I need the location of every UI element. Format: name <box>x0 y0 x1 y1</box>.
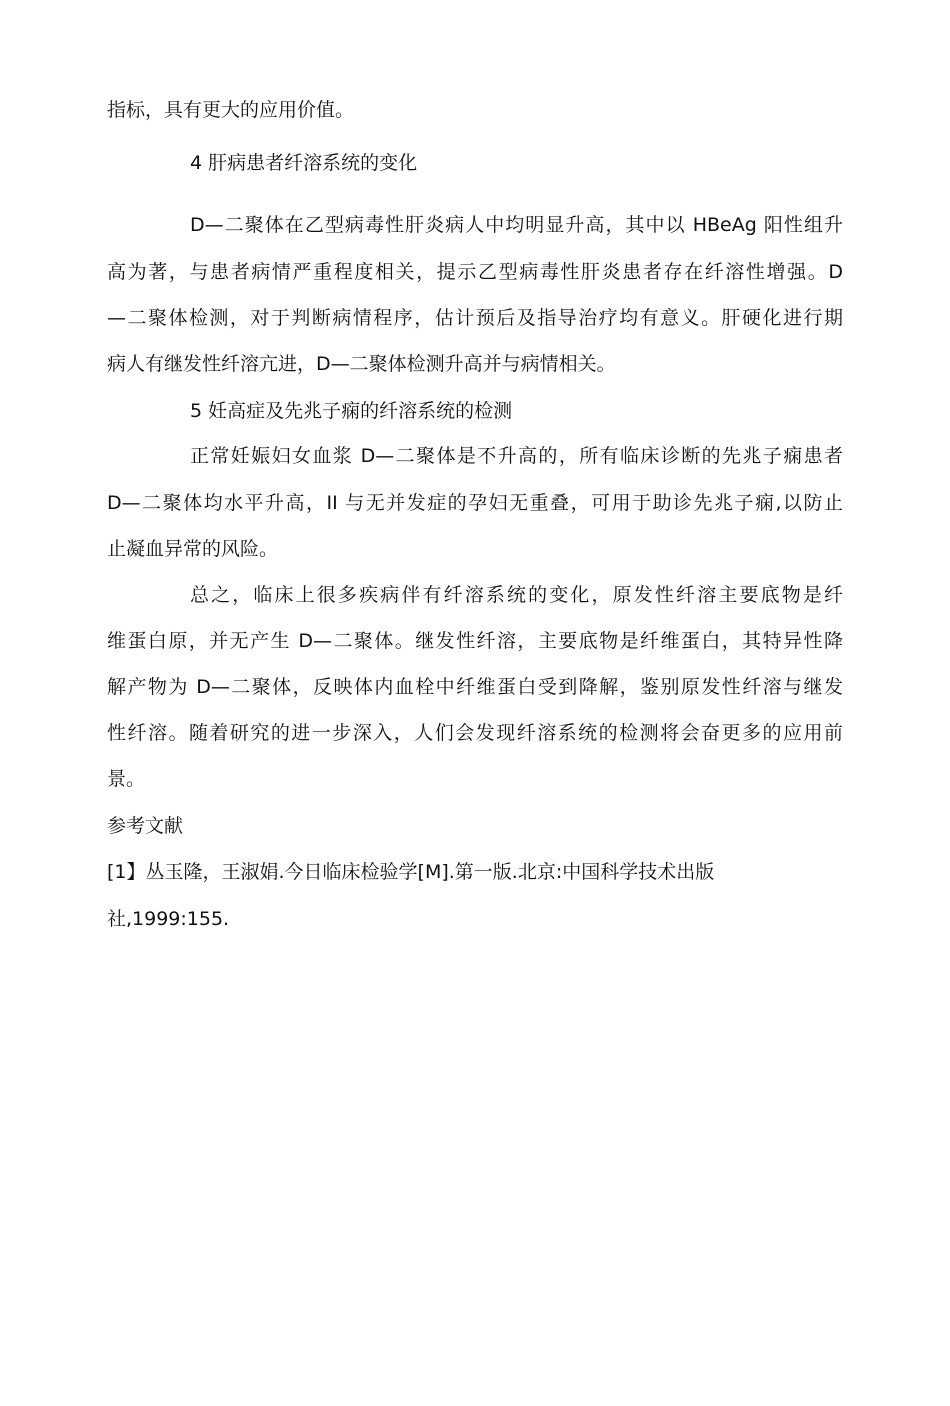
conclusion-line-1: 总之，临床上很多疾病伴有纤溶系统的变化，原发性纤溶主要底物是纤 <box>190 584 843 606</box>
reference-1-line-1: [1】丛玉隆，王淑娟.今日临床检验学[M].第一版.北京:中国科学技术出版 <box>107 861 715 883</box>
conclusion-line-2: 维蛋白原，并无产生 D—二聚体。继发性纤溶，主要底物是纤维蛋白，其特异性降 <box>107 630 843 652</box>
section-4-line-1: D—二聚体在乙型病毒性肝炎病人中均明显升高，其中以 HBeAg 阳性组升 <box>190 214 843 236</box>
section-4-line-3: —二聚体检测，对于判断病情程序，估计预后及指导治疗均有意义。肝硬化进行期 <box>107 307 843 329</box>
paragraph-continuation: 指标，具有更大的应用价值。 <box>107 99 355 121</box>
section-5-line-3: 止凝血异常的风险。 <box>107 538 279 560</box>
conclusion-line-4: 性纤溶。随着研究的进一步深入，人们会发现纤溶系统的检测将会奋更多的应用前 <box>107 722 843 744</box>
section-5-line-2: D—二聚体均水平升高，II 与无并发症的孕妇无重叠，可用于助诊先兆子痫,以防止 <box>107 492 843 514</box>
conclusion-line-5: 景。 <box>107 768 146 790</box>
section-5-heading: 5 妊高症及先兆子痫的纤溶系统的检测 <box>190 400 513 422</box>
references-heading: 参考文献 <box>107 815 184 837</box>
section-4-heading: 4 肝病患者纤溶系统的变化 <box>190 152 418 174</box>
section-4-line-2: 高为著，与患者病情严重程度相关，提示乙型病毒性肝炎患者存在纤溶性增强。D <box>107 261 843 283</box>
conclusion-line-3: 解产物为 D—二聚体，反映体内血栓中纤维蛋白受到降解，鉴别原发性纤溶与继发 <box>107 676 843 698</box>
section-4-line-4: 病人有继发性纤溶亢进，D—二聚体检测升高并与病情相关。 <box>107 353 616 375</box>
section-5-line-1: 正常妊娠妇女血浆 D—二聚体是不升高的，所有临床诊断的先兆子痫患者 <box>190 445 843 467</box>
reference-1-line-2: 社,1999:155. <box>107 908 230 930</box>
